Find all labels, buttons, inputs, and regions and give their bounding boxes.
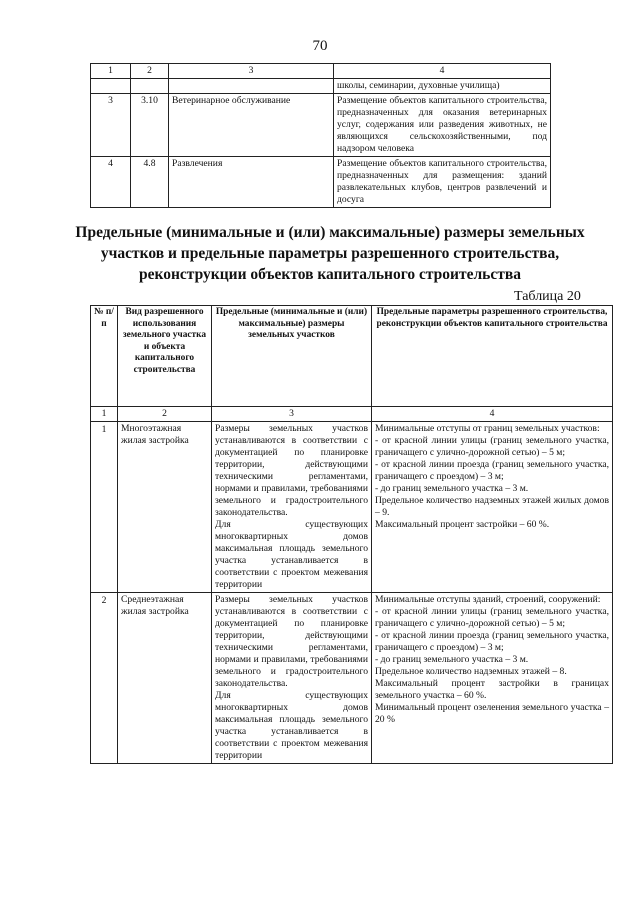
section-heading — [70, 222, 590, 285]
params-line: - от красной линии улицы (границ земельного участка, граничащего с улично-дорожной сетью) – 5 м; — [375, 435, 609, 458]
row-number: 2 — [91, 593, 118, 764]
header-params: Предельные параметры разрешенного строительства, реконструкции объектов капитального строительства — [372, 306, 613, 407]
params-line: Предельное количество надземных этажей жилых домов – 9. — [375, 495, 609, 518]
header-cell: 1 — [91, 64, 131, 79]
index-cell: 3 — [212, 407, 372, 422]
sizes-cell — [212, 593, 372, 764]
heading-line: реконструкции объектов капитального строительства — [139, 266, 521, 283]
sizes-paragraph: Размеры земельных участков устанавливаются в соответствии с документацией по планировке территории, действующими техническими регламентами, нормами и правилами, требованиями земельного и градостроительного законодательства. — [215, 594, 368, 689]
params-line: Предельное количество надземных этажей – 8. — [375, 666, 567, 677]
row-number: 3 — [91, 94, 131, 157]
use-name: Среднеэтажная жилая застройка — [118, 593, 212, 764]
params-line: - от красной линии проезда (границ земельного участка, граничащего с проездом) – 3 м; — [375, 459, 609, 482]
params-line: Минимальные отступы зданий, строений, сооружений: — [375, 594, 601, 605]
table-row — [91, 79, 551, 94]
index-cell: 4 — [372, 407, 613, 422]
continuation-text: школы, семинарии, духовные училища) — [334, 79, 551, 94]
params-line: Максимальный процент застройки в границах земельного участка – 60 %. — [375, 678, 609, 701]
use-description: Размещение объектов капитального строительства, предназначенных для размещения: зданий развлекательных клубов, центров развлечений и досуга — [334, 157, 551, 208]
heading-line: участков и предельные параметры разрешенного строительства, — [100, 245, 560, 262]
params-line: - от красной линии улицы (границ земельного участка, граничащего с улично-дорожной сетью) – 5 м; — [375, 606, 609, 629]
params-line: Минимальные отступы от границ земельных участков: — [375, 423, 600, 434]
use-description: Размещение объектов капитального строительства, предназначенных для оказания ветеринарных услуг, содержания или разведения животных, не являющихся сельскохозяйственными, под надзором человека — [334, 94, 551, 157]
header-sizes: Предельные (минимальные и (или) максимальные) размеры земельных участков — [212, 306, 372, 407]
parameters-table — [90, 305, 613, 764]
header-cell: 2 — [131, 64, 169, 79]
header-cell: 4 — [334, 64, 551, 79]
params-line: - от красной линии проезда (границ земельного участка, граничащего с проездом) – 3 м; — [375, 630, 609, 653]
use-name: Многоэтажная жилая застройка — [118, 422, 212, 593]
table-header-row — [91, 64, 551, 79]
row-number: 1 — [91, 422, 118, 593]
header-cell: 3 — [169, 64, 334, 79]
sizes-paragraph: Размеры земельных участков устанавливаются в соответствии с документацией по планировке территории, действующими техническими регламентами, нормами и правилами, требованиями земельного и градостроительного законодательства. — [215, 423, 368, 518]
page-number: 70 — [312, 38, 328, 54]
params-line: Минимальный процент озеленения земельного участка – 20 % — [375, 702, 609, 725]
params-cell — [372, 422, 613, 593]
use-code: 3.10 — [131, 94, 169, 157]
params-line: - до границ земельного участка – 3 м. — [375, 483, 529, 494]
land-use-table-continuation — [90, 63, 551, 208]
table-header-row — [91, 306, 613, 407]
params-line: - до границ земельного участка – 3 м. — [375, 654, 529, 665]
sizes-paragraph: Для существующих многоквартирных домов максимальная площадь земельного участка устанавливается в соответствии с проектом межевания территории — [215, 519, 368, 590]
use-code: 4.8 — [131, 157, 169, 208]
row-number: 4 — [91, 157, 131, 208]
params-cell — [372, 593, 613, 764]
table-row — [91, 157, 551, 208]
sizes-paragraph: Для существующих многоквартирных домов максимальная площадь земельного участка устанавливается в соответствии с проектом межевания территории — [215, 690, 368, 761]
header-use-type: Вид разрешенного использования земельного участка и объекта капитального строительства — [118, 306, 212, 407]
table-row — [91, 94, 551, 157]
use-name: Ветеринарное обслуживание — [169, 94, 334, 157]
use-name: Развлечения — [169, 157, 334, 208]
table-label: Таблица 20 — [514, 289, 581, 304]
index-cell: 2 — [118, 407, 212, 422]
index-row — [91, 407, 613, 422]
table-row — [91, 593, 613, 764]
heading-line: Предельные (минимальные и (или) максимальные) размеры земельных — [75, 224, 585, 241]
index-cell: 1 — [91, 407, 118, 422]
params-line: Максимальный процент застройки – 60 %. — [375, 519, 550, 530]
sizes-cell — [212, 422, 372, 593]
header-num: № п/п — [91, 306, 118, 407]
table-row — [91, 422, 613, 593]
